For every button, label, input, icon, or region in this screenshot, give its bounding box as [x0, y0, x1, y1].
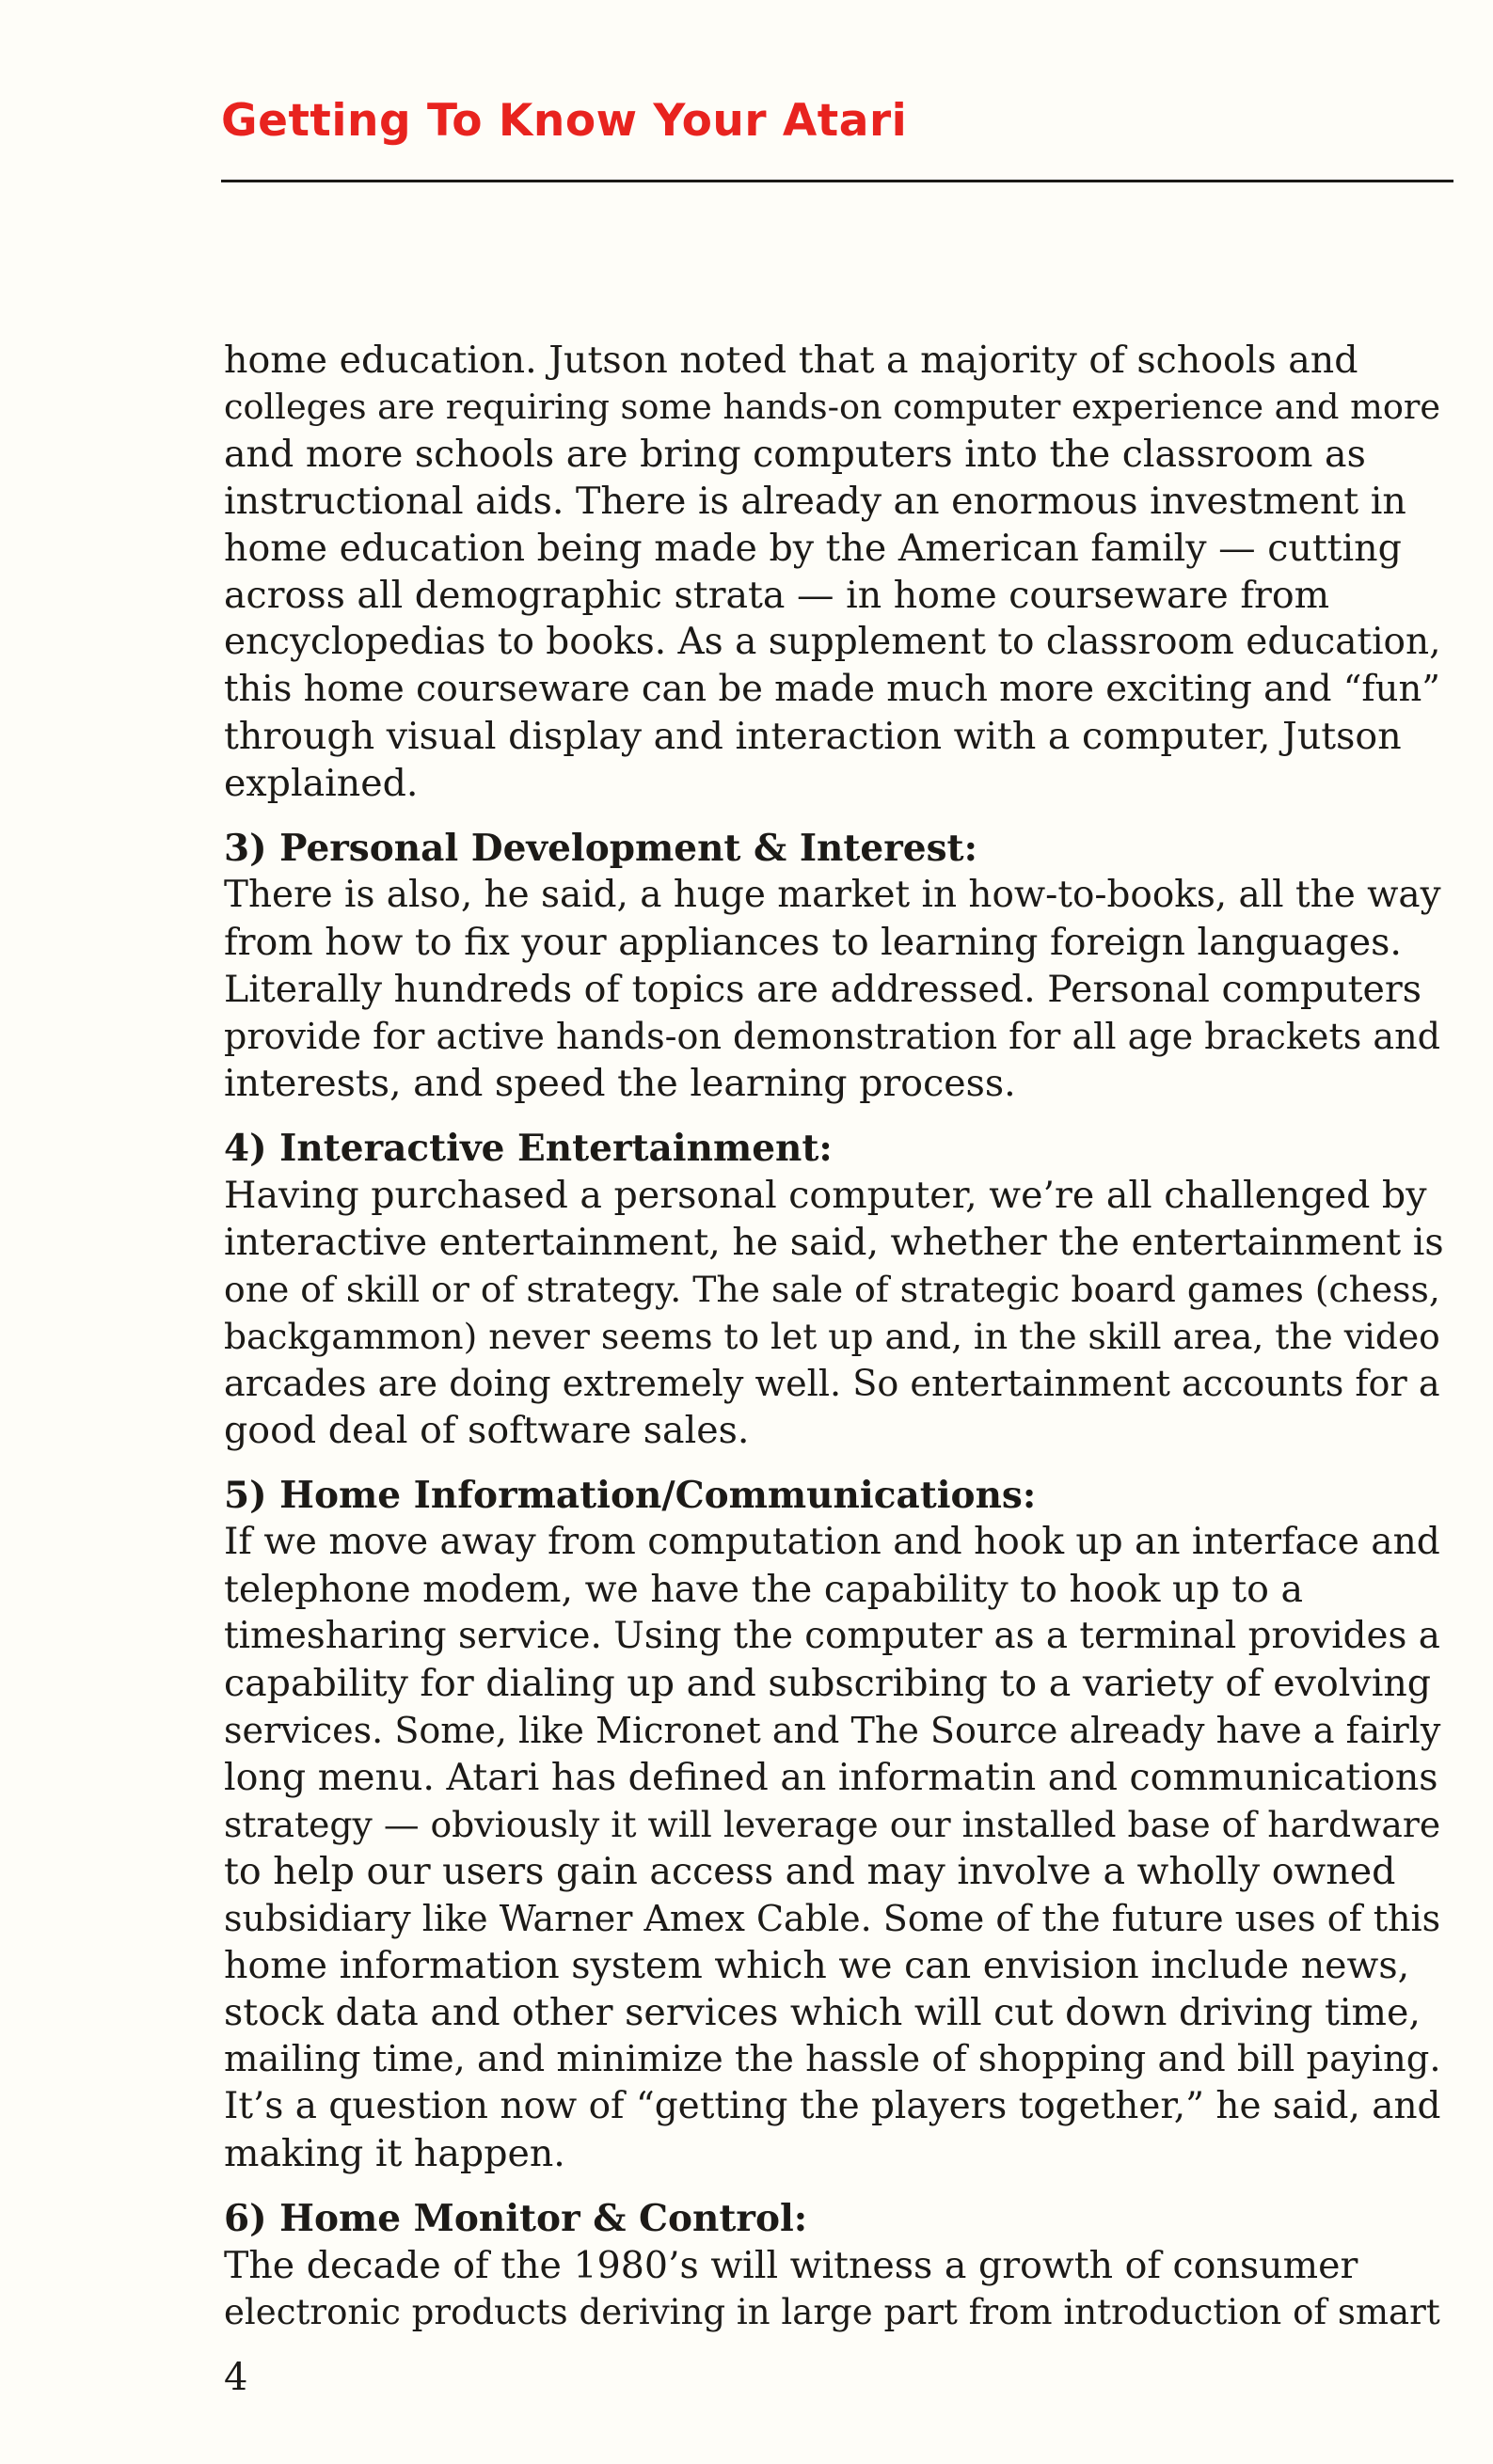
text-line: home education. Jutson noted that a majority of schools and: [224, 339, 1358, 382]
page-number: 4: [224, 2356, 248, 2399]
text-line: interests, and speed the learning process.: [224, 1062, 1016, 1105]
section-home-monitor: [224, 2195, 1447, 2336]
text-line: instructional aids. There is already an enormous investment in: [224, 480, 1406, 523]
text-line: timesharing service. Using the computer as a terminal provides a: [224, 1615, 1440, 1657]
text-line: through visual display and interaction with a computer, Jutson: [224, 715, 1402, 758]
section-heading: 3) Personal Development & Interest:: [224, 827, 977, 870]
section-paragraph: [224, 872, 1447, 1107]
body-text: [224, 337, 1447, 2336]
text-line: capability for dialing up and subscribing to a variety of evolving: [224, 1662, 1432, 1705]
section-heading: 5) Home Information/Communications:: [224, 1474, 1037, 1517]
text-line: stock data and other services which will cut down driving time,: [224, 1991, 1421, 2034]
text-line: colleges are requiring some hands-on computer experience and more: [224, 387, 1441, 427]
text-line: Literally hundreds of topics are addressed. Personal computers: [224, 968, 1422, 1011]
text-line: strategy — obviously it will leverage our installed base of hardware: [224, 1804, 1441, 1845]
text-line: arcades are doing extremely well. So entertainment accounts for a: [224, 1363, 1440, 1404]
text-line: good deal of software sales.: [224, 1409, 750, 1452]
text-line: services. Some, like Micronet and The Source already have a fairly: [224, 1710, 1441, 1751]
section-paragraph: [224, 1172, 1447, 1454]
section-personal-development: [224, 825, 1447, 1107]
text-line: and more schools are bring computers into the classroom as: [224, 433, 1366, 476]
text-line: The decade of the 1980’s will witness a growth of consumer: [224, 2244, 1358, 2287]
text-line: home information system which we can envision include news,: [224, 1944, 1410, 1987]
text-line: electronic products deriving in large part from introduction of smart: [224, 2292, 1440, 2332]
text-line: Having purchased a personal computer, we’re all challenged by: [224, 1174, 1427, 1217]
section-heading: 6) Home Monitor & Control:: [224, 2197, 808, 2240]
text-line: backgammon) never seems to let up and, in the skill area, the video: [224, 1316, 1440, 1357]
text-line: There is also, he said, a huge market in how-to-books, all the way: [224, 874, 1441, 916]
text-line: from how to fix your appliances to learning foreign languages.: [224, 921, 1402, 964]
intro-paragraph: [224, 337, 1447, 807]
text-line: mailing time, and minimize the hassle of shopping and bill paying.: [224, 2038, 1441, 2080]
text-line: interactive entertainment, he said, whether the entertainment is: [224, 1221, 1444, 1264]
text-line: to help our users gain access and may involve a wholly owned: [224, 1850, 1396, 1893]
text-line: making it happen.: [224, 2132, 565, 2175]
section-heading: 4) Interactive Entertainment:: [224, 1127, 833, 1170]
text-line: one of skill or of strategy. The sale of strategic board games (chess,: [224, 1269, 1440, 1310]
section-home-information: [224, 1472, 1447, 2177]
text-line: provide for active hands-on demonstration for all age brackets and: [224, 1016, 1440, 1057]
text-line: home education being made by the American family — cutting: [224, 527, 1402, 570]
section-interactive-entertainment: [224, 1125, 1447, 1454]
section-paragraph: [224, 1519, 1447, 2177]
text-line: long menu. Atari has defined an informatin and communications: [224, 1756, 1438, 1799]
text-line: If we move away from computation and hook up an interface and: [224, 1521, 1440, 1563]
text-line: this home courseware can be made much more exciting and “fun”: [224, 668, 1440, 710]
header-divider: [221, 180, 1453, 182]
section-paragraph: [224, 2242, 1447, 2336]
text-line: telephone modem, we have the capability to hook up to a: [224, 1568, 1304, 1611]
page-title: Getting To Know Your Atari: [221, 95, 908, 147]
text-line: It’s a question now of “getting the players together,” he said, and: [224, 2085, 1441, 2127]
text-line: explained.: [224, 762, 419, 805]
text-line: encyclopedias to books. As a supplement to classroom education,: [224, 621, 1441, 663]
text-line: across all demographic strata — in home courseware from: [224, 574, 1330, 617]
text-line: subsidiary like Warner Amex Cable. Some of the future uses of this: [224, 1898, 1441, 1939]
